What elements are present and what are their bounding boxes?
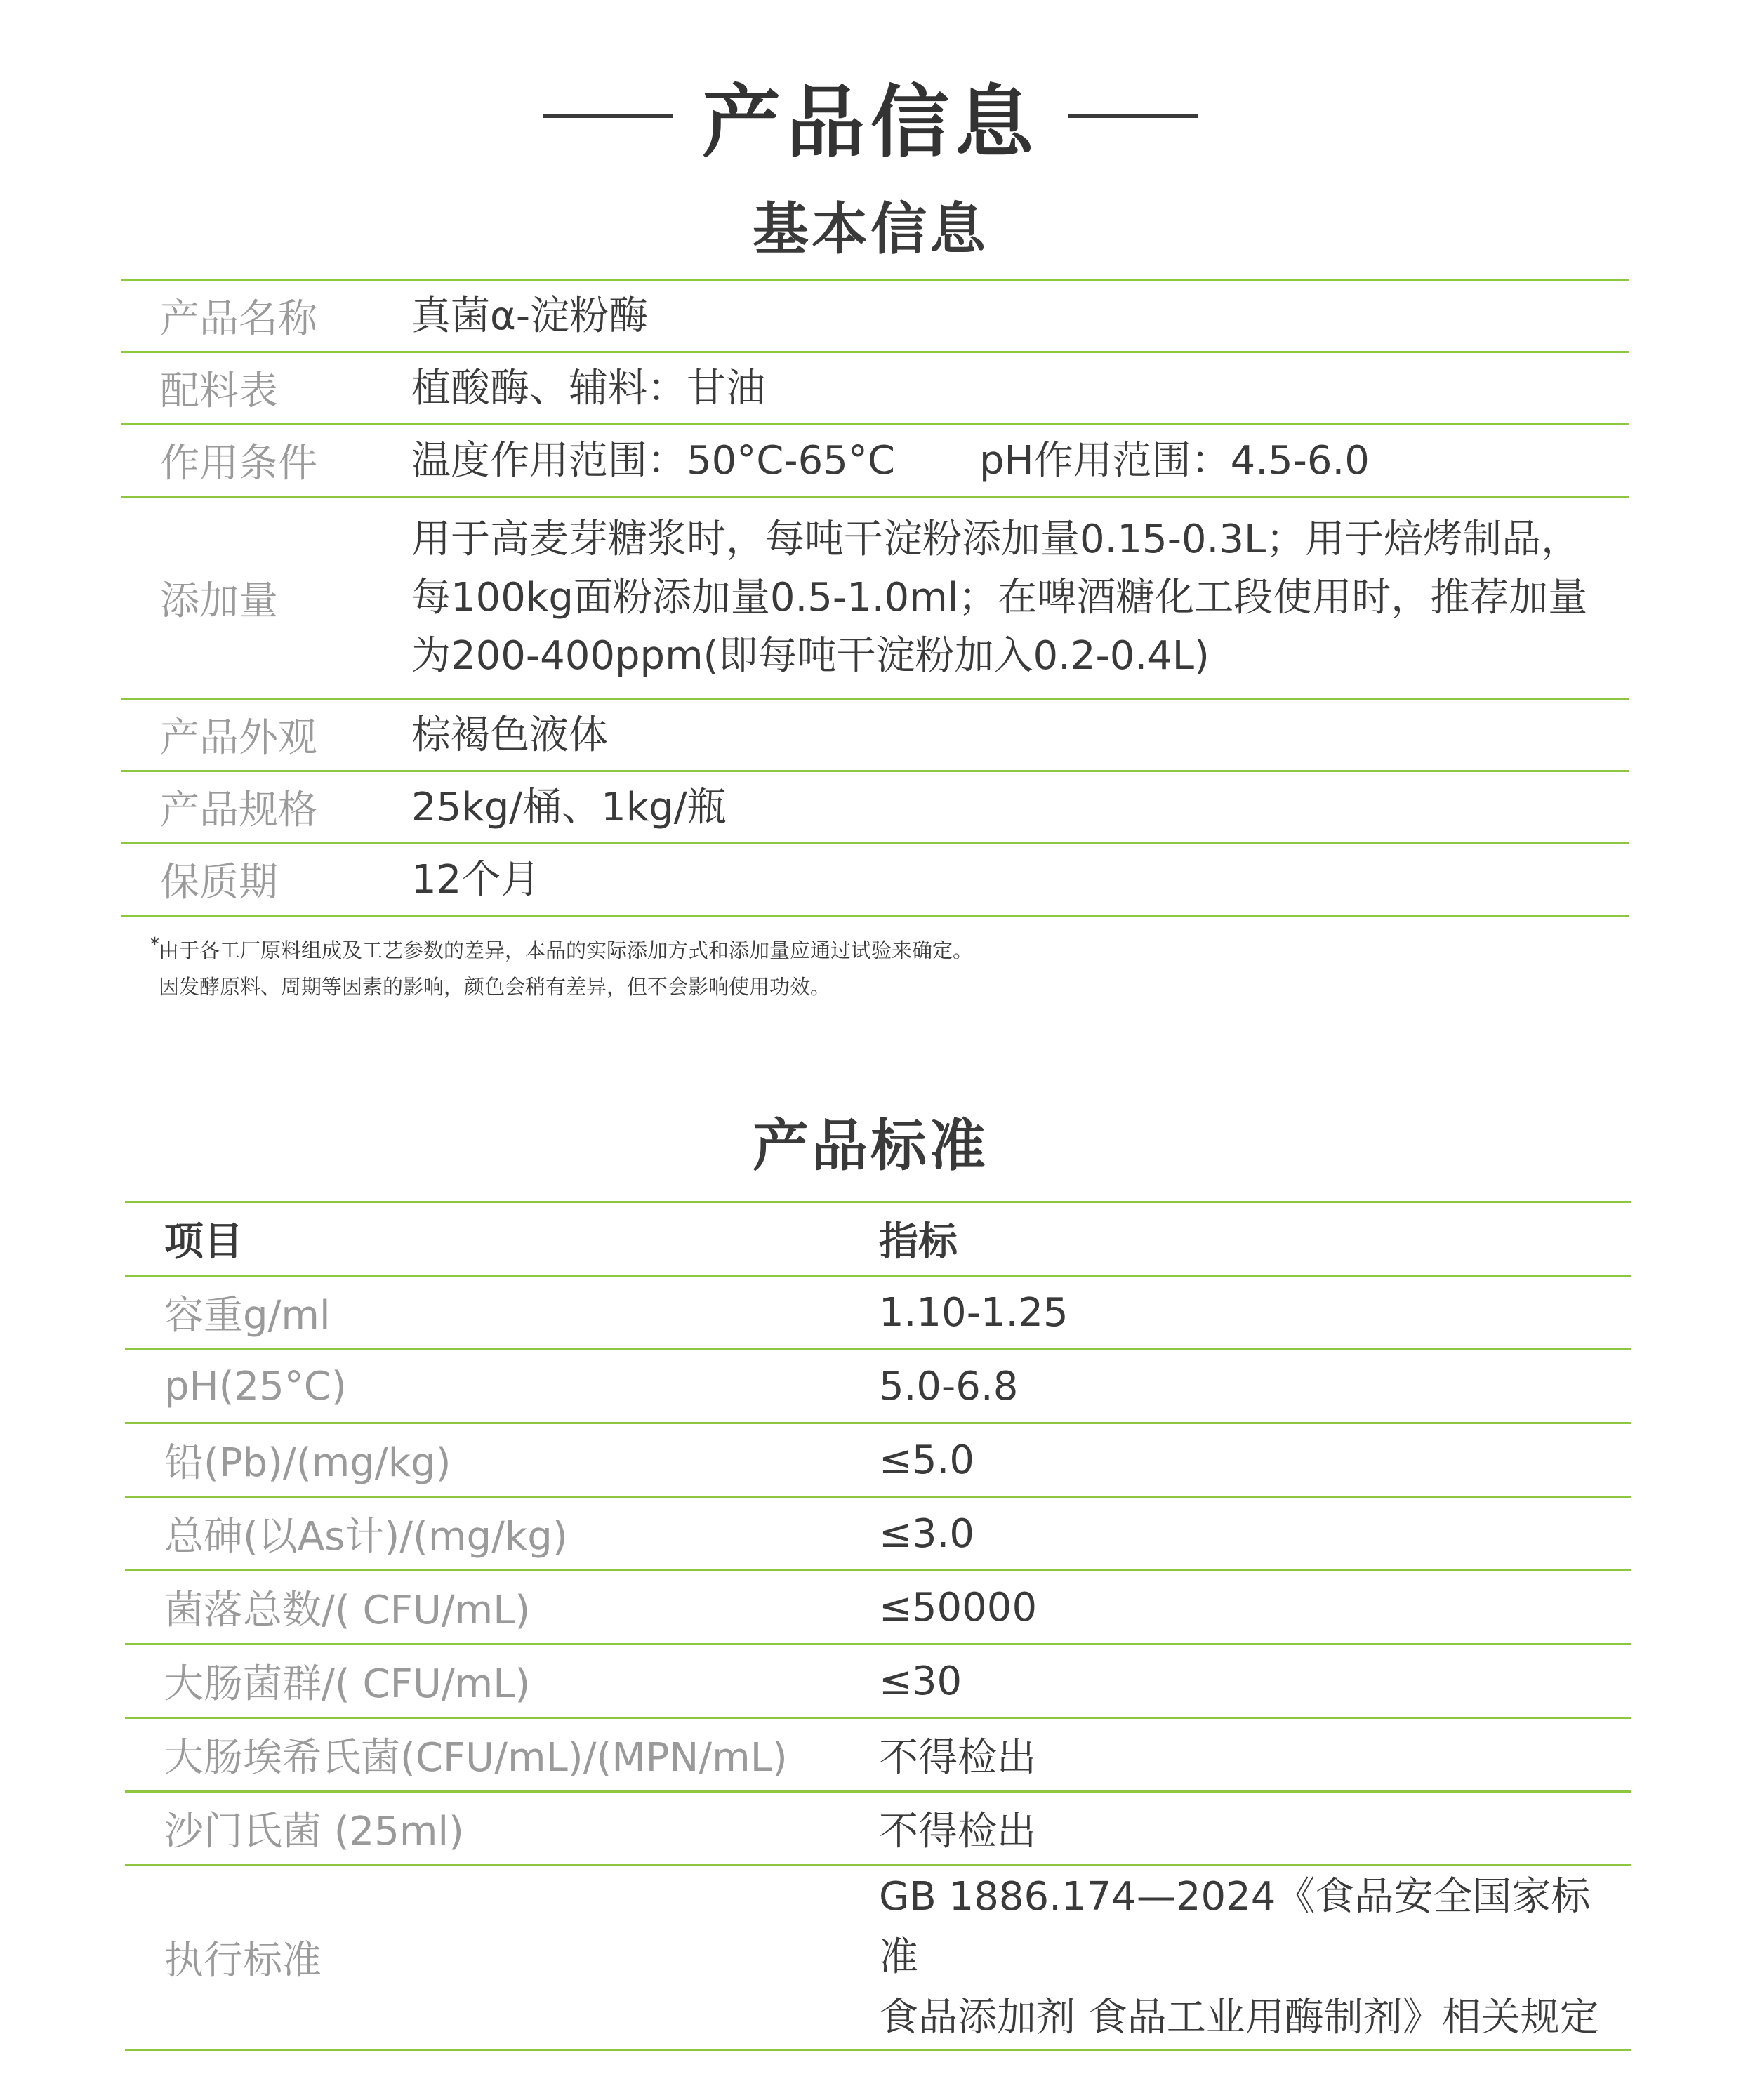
row-label: 产品外观 [121,699,411,771]
table-row [125,1718,1631,1792]
row-item: 大肠埃希氏菌(CFU/mL)/(MPN/mL) [125,1718,878,1792]
row-value: 真菌α-淀粉酶 [411,280,1629,352]
table-row [125,1571,1631,1644]
standard-line: GB 1886.174—2024《食品安全国家标准 [879,1874,1591,1980]
table-row [121,497,1629,699]
dosage-line: 每100kg面粉添加量0.5-1.0ml；在啤酒糖化工段使用时，推荐加量 [411,575,1588,620]
table-row [125,1644,1631,1718]
row-label: 添加量 [121,497,411,699]
section-header [0,70,1741,168]
row-item: 容重g/ml [125,1276,878,1350]
table-row [121,352,1629,425]
row-value [411,497,1629,699]
row-spec: 1.10-1.25 [878,1276,1631,1350]
row-spec: 不得检出 [878,1792,1631,1866]
table-row [125,1792,1631,1866]
footnote-line: 由于各工厂原料组成及工艺参数的差异，本品的实际添加方式和添加量应通过试验来确定。 [159,938,974,962]
basic-info-title: 基本信息 [753,197,988,262]
standard-line: 食品添加剂 食品工业用酶制剂》相关规定 [879,1995,1599,2040]
row-spec: ≤50000 [878,1571,1631,1644]
table-row [121,425,1629,497]
row-spec: 5.0-6.8 [878,1350,1631,1423]
table-row [121,280,1629,352]
table-row [125,1276,1631,1350]
table-header-row [125,1202,1631,1276]
dosage-line: 用于高麦芽糖浆时，每吨干淀粉添加量0.15-0.3L；用于焙烤制品， [411,517,1581,562]
table-row [121,699,1629,771]
title-right-dash [1068,114,1198,118]
dosage-line: 为200-400ppm(即每吨干淀粉加入0.2-0.4L) [411,633,1210,679]
row-spec: ≤3.0 [878,1497,1631,1571]
row-item: pH(25°C) [125,1350,878,1423]
table-row [125,1497,1631,1571]
column-header-spec: 指标 [878,1202,1631,1276]
row-label: 产品规格 [121,771,411,844]
row-item: 大肠菌群/( CFU/mL) [125,1644,878,1718]
page-title: 产品信息 [702,77,1039,168]
footnote-star: * [150,934,159,955]
row-value [411,425,1629,497]
table-row [125,1866,1631,2050]
footnote-line: 因发酵原料、周期等因素的影响，颜色会稍有差异，但不会影响使用功效。 [159,975,831,999]
row-value: 棕褐色液体 [411,699,1629,771]
table-row [121,771,1629,844]
row-value: 25kg/桶、1kg/瓶 [411,771,1629,844]
title-left-dash [543,114,673,118]
row-spec: ≤30 [878,1644,1631,1718]
row-label: 保质期 [121,844,411,916]
table-row [125,1423,1631,1497]
row-value: 植酸酶、辅料：甘油 [411,352,1629,425]
footnotes [150,932,974,1005]
temperature-range: 温度作用范围：50°C-65°C [411,437,895,484]
column-header-item: 项目 [125,1202,878,1276]
row-label: 产品名称 [121,280,411,352]
table-row [121,844,1629,916]
row-spec: 不得检出 [878,1718,1631,1792]
row-item: 执行标准 [125,1866,878,2050]
row-value: 12个月 [411,844,1629,916]
standard-table [125,1201,1631,2051]
row-item: 铅(Pb)/(mg/kg) [125,1423,878,1497]
row-label: 作用条件 [121,425,411,497]
row-label: 配料表 [121,352,411,425]
standard-title: 产品标准 [753,1113,988,1178]
row-item: 沙门氏菌 (25ml) [125,1792,878,1866]
row-spec: ≤5.0 [878,1423,1631,1497]
table-row [125,1350,1631,1423]
row-item: 总砷(以As计)/(mg/kg) [125,1497,878,1571]
basic-info-table [121,279,1629,917]
row-item: 菌落总数/( CFU/mL) [125,1571,878,1644]
ph-range: pH作用范围：4.5-6.0 [979,437,1370,484]
row-spec [878,1866,1631,2050]
